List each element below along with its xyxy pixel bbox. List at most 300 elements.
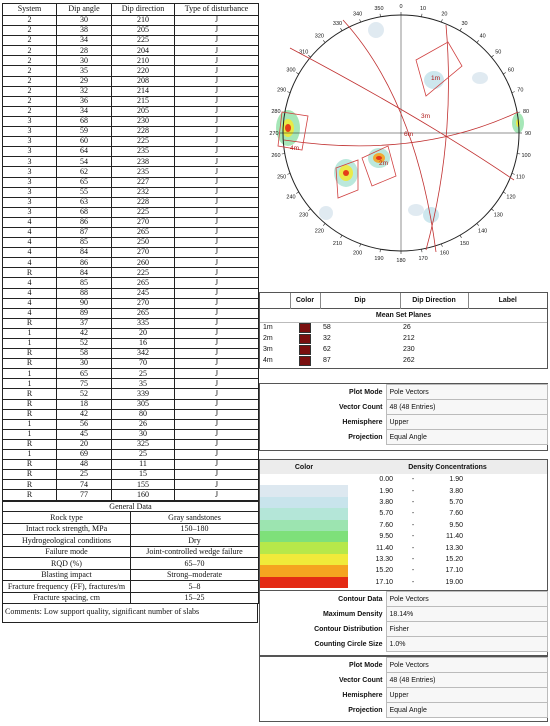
range-from: 17.10 <box>375 578 393 586</box>
tick-mark <box>308 209 310 211</box>
table-cell: J <box>175 36 259 46</box>
table-row <box>3 26 259 36</box>
info-label: Vector Count <box>338 676 383 684</box>
tick-mark <box>441 244 442 247</box>
table-cell: J <box>175 429 259 439</box>
table-cell: R <box>3 409 57 419</box>
table-row <box>3 207 259 217</box>
table-row <box>3 217 259 227</box>
range-sep: - <box>411 555 415 563</box>
azimuth-label: 160 <box>439 250 450 257</box>
table-row <box>3 86 259 96</box>
tick-mark <box>282 153 285 154</box>
general-data-value: 15–25 <box>131 592 259 604</box>
table-row <box>3 116 259 126</box>
table-cell: 265 <box>112 227 175 237</box>
tick-mark <box>441 19 442 22</box>
table-cell: 28 <box>57 46 112 56</box>
table-cell: 63 <box>57 197 112 207</box>
table-row <box>3 127 259 137</box>
tick-mark <box>308 55 310 57</box>
table-cell: 16 <box>112 339 175 349</box>
azimuth-label: 210 <box>332 240 343 247</box>
range-to: 3.80 <box>449 487 463 495</box>
table-cell: 1 <box>3 379 57 389</box>
dip-direction-value: 26 <box>403 324 411 332</box>
table-cell: 210 <box>112 16 175 26</box>
table-cell: 26 <box>112 419 175 429</box>
table-cell: J <box>175 419 259 429</box>
table-cell: 84 <box>57 248 112 258</box>
table-cell: J <box>175 217 259 227</box>
tick-mark <box>323 223 325 225</box>
table-cell: J <box>175 318 259 328</box>
table-cell: R <box>3 359 57 369</box>
table-row <box>3 480 259 490</box>
table-row <box>3 359 259 369</box>
range-from: 1.90 <box>379 487 393 495</box>
density-color <box>260 554 348 565</box>
info-value: Equal Angle <box>386 430 547 445</box>
table-cell: 30 <box>57 16 112 26</box>
set-label: 3m <box>421 113 431 120</box>
range-from: 9.50 <box>379 533 393 541</box>
table-row <box>3 76 259 86</box>
info-value: Upper <box>386 688 547 703</box>
general-data-row <box>3 592 259 604</box>
table-row <box>3 177 259 187</box>
info-row <box>260 688 547 703</box>
table-cell: 90 <box>57 298 112 308</box>
range-sep: - <box>411 476 415 484</box>
set-label: 2m <box>379 160 389 167</box>
table-cell: 3 <box>3 197 57 207</box>
density-header <box>260 460 547 474</box>
density-color <box>260 531 348 542</box>
table-row <box>3 470 259 480</box>
info-value: 18.14% <box>386 607 547 622</box>
tick-mark <box>360 244 361 247</box>
table-row <box>3 490 259 500</box>
table-cell: R <box>3 399 57 409</box>
azimuth-label: 340 <box>352 11 363 18</box>
table-cell: 325 <box>112 439 175 449</box>
table-cell: 30 <box>112 429 175 439</box>
azimuth-label: 280 <box>271 108 281 115</box>
density-range <box>348 577 547 588</box>
info-row <box>260 607 547 622</box>
range-sep: - <box>411 487 415 495</box>
info-label: Projection <box>348 706 383 714</box>
range-sep: - <box>411 567 415 575</box>
table-cell: 35 <box>57 66 112 76</box>
table-cell: 3 <box>3 177 57 187</box>
range-to: 1.90 <box>449 476 463 484</box>
density-row <box>260 554 547 565</box>
density-range <box>348 531 547 542</box>
table-cell: 3 <box>3 127 57 137</box>
table-cell: 25 <box>112 369 175 379</box>
mean-set-row <box>260 344 547 355</box>
table-row <box>3 298 259 308</box>
general-data-value: Dry <box>131 535 259 547</box>
table-cell: J <box>175 288 259 298</box>
table-cell: 204 <box>112 46 175 56</box>
table-cell: 30 <box>57 56 112 66</box>
general-data-row <box>3 558 259 570</box>
column-header: Type of disturbance <box>175 4 259 16</box>
table-cell: 228 <box>112 197 175 207</box>
set-label: 4m <box>290 145 300 152</box>
density-color <box>260 520 348 531</box>
table-cell: 36 <box>57 96 112 106</box>
table-cell: J <box>175 197 259 207</box>
table-row <box>3 278 259 288</box>
table-cell: 4 <box>3 308 57 318</box>
tick-mark <box>421 249 422 252</box>
mean-set-label: 2m <box>263 335 273 342</box>
table-cell: J <box>175 278 259 288</box>
table-cell: 1 <box>3 339 57 349</box>
contour-info-panel <box>259 590 548 656</box>
density-row <box>260 531 547 542</box>
table-cell: 30 <box>57 359 112 369</box>
info-row <box>260 415 547 430</box>
density-color <box>260 485 348 496</box>
table-cell: J <box>175 16 259 26</box>
table-cell: 270 <box>112 248 175 258</box>
info-row <box>260 400 547 415</box>
density-blob <box>319 206 333 220</box>
mean-set-column: Dip <box>320 293 400 308</box>
table-cell: J <box>175 460 259 470</box>
azimuth-label: 200 <box>352 250 363 257</box>
table-cell: R <box>3 439 57 449</box>
table-cell: 69 <box>57 450 112 460</box>
range-sep: - <box>411 510 415 518</box>
general-data-value: 150–180 <box>131 523 259 535</box>
mean-set-title: Mean Set Planes <box>375 311 432 319</box>
mean-set-label: 1m <box>263 324 273 332</box>
table-row <box>3 439 259 449</box>
table-row <box>3 369 259 379</box>
table-cell: 3 <box>3 207 57 217</box>
table-cell: 215 <box>112 96 175 106</box>
general-data-row <box>3 535 259 547</box>
mean-set-column: Label <box>468 293 547 308</box>
mean-set-row <box>260 322 547 333</box>
table-cell: 3 <box>3 116 57 126</box>
mean-set-label: 3m <box>263 346 273 353</box>
azimuth-label: 120 <box>506 194 516 201</box>
tick-mark <box>477 223 479 225</box>
tick-mark <box>341 235 343 238</box>
table-cell: 225 <box>112 137 175 147</box>
info-row <box>260 703 547 718</box>
azimuth-label: 310 <box>299 49 309 56</box>
density-row <box>260 520 547 531</box>
table-cell: 2 <box>3 16 57 26</box>
info-row <box>260 592 547 607</box>
tick-mark <box>503 73 506 75</box>
table-cell: 205 <box>112 26 175 36</box>
table-row <box>3 389 259 399</box>
table-cell: 245 <box>112 288 175 298</box>
table-cell: 68 <box>57 116 112 126</box>
tick-mark <box>491 209 493 211</box>
range-to: 13.30 <box>445 544 463 552</box>
table-cell: 58 <box>57 349 112 359</box>
cone-box <box>416 42 462 96</box>
table-cell: 339 <box>112 389 175 399</box>
table-cell: J <box>175 157 259 167</box>
table-cell: 1 <box>3 450 57 460</box>
table-cell: 2 <box>3 66 57 76</box>
table-cell: 1 <box>3 328 57 338</box>
table-cell: 3 <box>3 157 57 167</box>
table-cell: J <box>175 46 259 56</box>
table-cell: 4 <box>3 227 57 237</box>
table-cell: J <box>175 207 259 217</box>
range-sep: - <box>411 544 415 552</box>
azimuth-label: 260 <box>271 153 281 160</box>
mean-set-header <box>260 293 547 308</box>
table-cell: J <box>175 177 259 187</box>
table-cell: 2 <box>3 96 57 106</box>
density-blob <box>285 124 291 132</box>
range-from: 13.30 <box>375 555 393 563</box>
general-data-title: General Data <box>3 501 259 512</box>
general-data-label: Hydrogeological conditions <box>3 535 131 547</box>
info-label: Contour Data <box>338 595 383 603</box>
info-row <box>260 658 547 673</box>
table-cell: 260 <box>112 258 175 268</box>
table-row <box>3 238 259 248</box>
azimuth-label: 40 <box>479 33 486 40</box>
plot-info-panel-2 <box>259 656 548 722</box>
table-cell: 205 <box>112 106 175 116</box>
table-row <box>3 288 259 298</box>
tick-mark <box>517 153 520 154</box>
info-label: Counting Circle Size <box>314 640 383 648</box>
table-cell: 210 <box>112 56 175 66</box>
tick-mark <box>491 55 493 57</box>
table-cell: 1 <box>3 369 57 379</box>
range-from: 3.80 <box>379 498 393 506</box>
table-cell: 77 <box>57 490 112 500</box>
azimuth-label: 330 <box>332 21 343 28</box>
table-row <box>3 349 259 359</box>
general-data-label: Rock type <box>3 512 131 524</box>
density-blob <box>368 22 384 38</box>
table-cell: J <box>175 116 259 126</box>
info-row <box>260 385 547 400</box>
range-to: 19.00 <box>445 578 463 586</box>
density-color <box>260 577 348 588</box>
table-cell: 68 <box>57 207 112 217</box>
table-cell: J <box>175 26 259 36</box>
table-cell: J <box>175 56 259 66</box>
general-data-row <box>3 512 259 524</box>
density-row <box>260 542 547 553</box>
table-cell: 64 <box>57 147 112 157</box>
table-cell: 38 <box>57 26 112 36</box>
table-cell: 2 <box>3 36 57 46</box>
table-cell: 220 <box>112 66 175 76</box>
table-cell: 342 <box>112 349 175 359</box>
tick-mark <box>380 14 381 17</box>
table-cell: J <box>175 349 259 359</box>
table-cell: 3 <box>3 167 57 177</box>
range-to: 17.10 <box>445 567 463 575</box>
table-row <box>3 197 259 207</box>
general-data-label: Fracture spacing, cm <box>3 592 131 604</box>
dip-direction-value: 212 <box>403 335 415 342</box>
table-row <box>3 106 259 116</box>
mean-set-row <box>260 333 547 344</box>
table-cell: J <box>175 106 259 116</box>
table-cell: 85 <box>57 278 112 288</box>
tick-mark <box>360 19 361 22</box>
density-blob <box>408 204 424 216</box>
tick-mark <box>287 92 290 93</box>
mean-set-column: Dip Direction <box>400 293 468 308</box>
table-cell: 34 <box>57 36 112 46</box>
table-cell: J <box>175 238 259 248</box>
table-cell: J <box>175 470 259 480</box>
table-cell: J <box>175 227 259 237</box>
stereonet <box>266 0 542 285</box>
info-label: Vector Count <box>338 403 383 411</box>
tick-mark <box>341 28 343 31</box>
table-cell: 3 <box>3 187 57 197</box>
table-row <box>3 167 259 177</box>
table-cell: R <box>3 480 57 490</box>
set-label: 6m <box>404 131 414 138</box>
left-panel <box>2 3 258 623</box>
table-header <box>3 4 259 16</box>
density-range <box>348 554 547 565</box>
table-cell: 20 <box>112 328 175 338</box>
table-cell: 88 <box>57 288 112 298</box>
table-row <box>3 157 259 167</box>
table-cell: 62 <box>57 167 112 177</box>
density-row <box>260 565 547 576</box>
table-cell: 54 <box>57 157 112 167</box>
table-cell: 238 <box>112 157 175 167</box>
density-row <box>260 474 547 485</box>
info-value: Pole Vectors <box>386 385 547 400</box>
azimuth-label: 50 <box>495 49 502 56</box>
general-data-label: Intact rock strength, MPa <box>3 523 131 535</box>
table-cell: 250 <box>112 238 175 248</box>
table-row <box>3 339 259 349</box>
table-cell: J <box>175 137 259 147</box>
table-cell: 15 <box>112 470 175 480</box>
table-cell: 228 <box>112 127 175 137</box>
mean-set-column: Color <box>290 293 320 308</box>
general-data-value: Strong–moderate <box>131 569 259 581</box>
general-data-table <box>2 501 259 605</box>
table-cell: 60 <box>57 137 112 147</box>
density-row <box>260 497 547 508</box>
density-column: Density Concentrations <box>408 463 487 471</box>
table-cell: J <box>175 147 259 157</box>
table-cell: J <box>175 66 259 76</box>
table-row <box>3 66 259 76</box>
azimuth-label: 20 <box>441 11 448 18</box>
table-cell: R <box>3 318 57 328</box>
table-cell: 18 <box>57 399 112 409</box>
table-cell: 85 <box>57 238 112 248</box>
table-cell: 25 <box>57 470 112 480</box>
table-cell: 20 <box>57 439 112 449</box>
range-from: 0.00 <box>379 476 393 484</box>
table-cell: 29 <box>57 76 112 86</box>
azimuth-label: 270 <box>269 131 279 137</box>
dip-direction-value: 230 <box>403 346 415 353</box>
mean-set-row <box>260 355 547 366</box>
table-row <box>3 460 259 470</box>
density-range <box>348 508 547 519</box>
general-data-value: Gray sandstones <box>131 512 259 524</box>
range-from: 15.20 <box>375 567 393 575</box>
table-cell: 225 <box>112 36 175 46</box>
azimuth-label: 320 <box>314 33 324 40</box>
general-data-value: 5–8 <box>131 581 259 593</box>
azimuth-label: 30 <box>461 21 468 28</box>
tick-mark <box>460 28 462 31</box>
info-label: Maximum Density <box>322 610 383 618</box>
table-cell: J <box>175 450 259 460</box>
table-cell: 65 <box>57 177 112 187</box>
general-data-value: 65–70 <box>131 558 259 570</box>
table-cell: J <box>175 480 259 490</box>
tick-mark <box>380 249 381 252</box>
table-cell: 232 <box>112 187 175 197</box>
table-cell: J <box>175 268 259 278</box>
azimuth-label: 180 <box>396 258 406 264</box>
table-row <box>3 409 259 419</box>
table-cell: 270 <box>112 217 175 227</box>
info-value: 48 (48 Entries) <box>386 400 547 415</box>
density-range <box>348 474 547 485</box>
table-cell: 34 <box>57 106 112 116</box>
general-data-value: Joint-controlled wedge failure <box>131 546 259 558</box>
azimuth-label: 70 <box>517 87 524 94</box>
general-data-label: Blasting impact <box>3 569 131 581</box>
azimuth-label: 90 <box>524 131 532 137</box>
table-cell: 25 <box>112 450 175 460</box>
table-row <box>3 147 259 157</box>
color-swatch <box>299 345 311 355</box>
tick-mark <box>296 73 299 75</box>
table-cell: 86 <box>57 217 112 227</box>
table-cell: J <box>175 399 259 409</box>
general-data-label: RQD (%) <box>3 558 131 570</box>
table-cell: J <box>175 86 259 96</box>
table-cell: 55 <box>57 187 112 197</box>
table-cell: 1 <box>3 429 57 439</box>
table-cell: 2 <box>3 46 57 56</box>
table-cell: J <box>175 127 259 137</box>
table-cell: 225 <box>112 268 175 278</box>
table-cell: 86 <box>57 258 112 268</box>
table-cell: 89 <box>57 308 112 318</box>
tick-mark <box>287 173 290 174</box>
table-cell: 235 <box>112 147 175 157</box>
table-row <box>3 450 259 460</box>
